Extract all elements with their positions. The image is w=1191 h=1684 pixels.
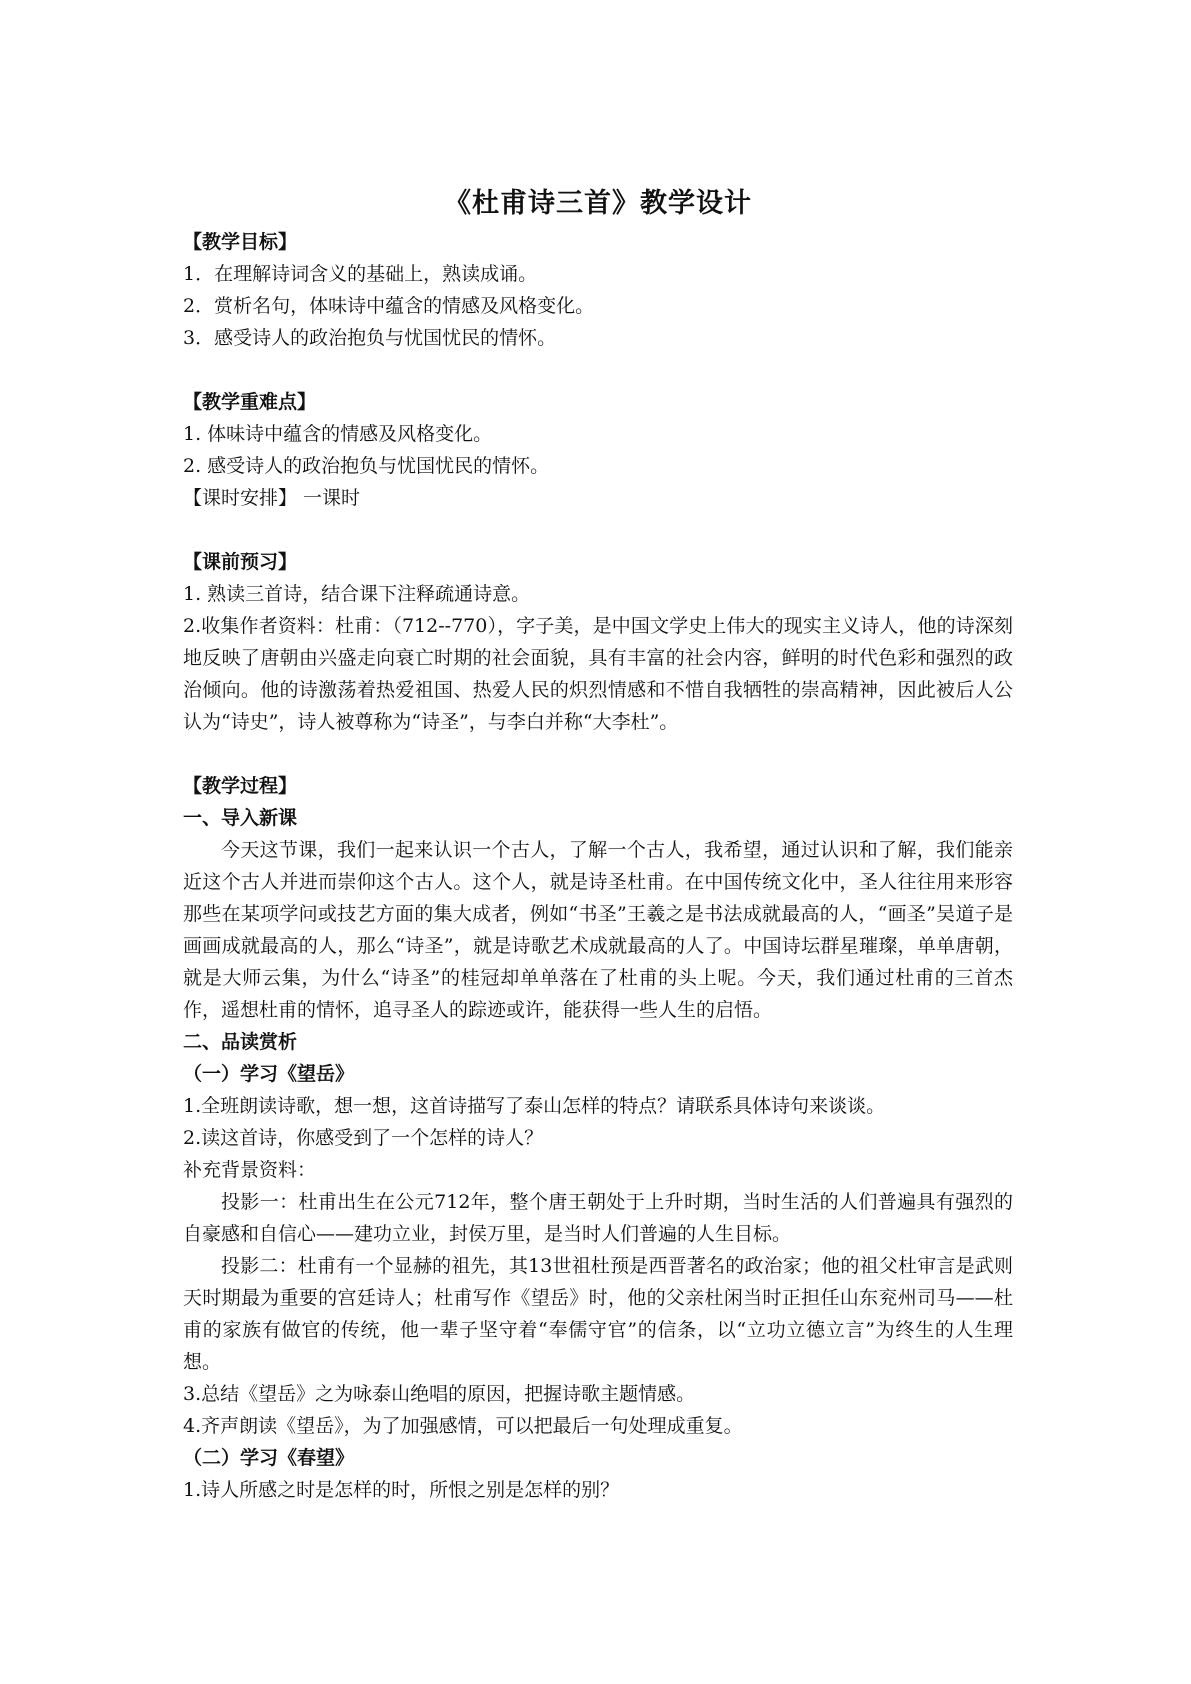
objective-item-3: 3．感受诗人的政治抱负与忧国忧民的情怀。 (183, 327, 557, 349)
section1-heading: 一、导入新课 (183, 807, 298, 829)
part1-question-2: 2.读这首诗，你感受到了一个怎样的诗人？ (183, 1127, 544, 1149)
objectives-heading: 【教学目标】 (183, 231, 298, 253)
schedule-line: 【课时安排】 一课时 (183, 487, 361, 509)
projection-2: 投影二：杜甫有一个显赫的祖先，其13世祖杜预是西晋著名的政治家；他的祖父杜审言是武则天时期最为重要的宫廷诗人；杜甫写作《望岳》时，他的父亲杜闲当时正担任山东兖州司马——杜甫的家族有做官的传统，他一辈子坚守着“奉儒守官”的信条，以“立功立德立言”为终生的人生理想。 (183, 1255, 1013, 1373)
spacer (183, 514, 1013, 546)
projection-1: 投影一：杜甫出生在公元712年，整个唐王朝处于上升时期，当时生活的人们普遍具有强烈的自豪感和自信心——建功立业，封侯万里，是当时人们普遍的人生目标。 (183, 1191, 1013, 1245)
objective-item-1: 1．在理解诗词含义的基础上，熟读成诵。 (183, 263, 538, 285)
preview-item-2: 2.收集作者资料：杜甫：（712--770），字子美，是中国文学史上伟大的现实主义诗人，他的诗深刻地反映了唐朝由兴盛走向衰亡时期的社会面貌，具有丰富的社会内容，鲜明的时代色彩和强烈的政治倾向。他的诗激荡着热爱祖国、热爱人民的炽烈情感和不惜自我牺牲的崇高精神，因此被后人公认为“诗史”，诗人被尊称为“诗圣”，与李白并称“大李杜”。 (183, 615, 1013, 733)
key-point-item-1: 1. 体味诗中蕴含的情感及风格变化。 (183, 423, 493, 445)
key-points-heading: 【教学重难点】 (183, 391, 317, 413)
objective-item-2: 2．赏析名句，体味诗中蕴含的情感及风格变化。 (183, 295, 595, 317)
part1-heading: （一）学习《望岳》 (183, 1063, 355, 1085)
process-heading: 【教学过程】 (183, 775, 298, 797)
spacer (183, 354, 1013, 386)
document-title: 《杜甫诗三首》教学设计 (444, 188, 752, 219)
part2-heading: （二）学习《春望》 (183, 1447, 355, 1469)
key-point-item-2: 2. 感受诗人的政治抱负与忧国忧民的情怀。 (183, 455, 550, 477)
section1-text: 今天这节课，我们一起来认识一个古人，了解一个古人，我希望，通过认识和了解，我们能亲近这个古人并进而崇仰这个古人。这个人，就是诗圣杜甫。在中国传统文化中，圣人往往用来形容那些在某项学问或技艺方面的集大成者，例如“书圣”王羲之是书法成就最高的人，“画圣”吴道子是画画成就最高的人，那么“诗圣”，就是诗歌艺术成就最高的人了。中国诗坛群星璀璨，单单唐朝，就是大师云集，为什么“诗圣”的桂冠却单单落在了杜甫的头上呢。今天，我们通过杜甫的三首杰作，遥想杜甫的情怀，追寻圣人的踪迹或许，能获得一些人生的启悟。 (183, 839, 1013, 1021)
preview-item-1: 1. 熟读三首诗，结合课下注释疏通诗意。 (183, 583, 531, 605)
preview-heading: 【课前预习】 (183, 551, 298, 573)
part1-question-1: 1.全班朗读诗歌，想一想，这首诗描写了泰山怎样的特点？请联系具体诗句来谈谈。 (183, 1095, 886, 1117)
section2-heading: 二、品读赏析 (183, 1031, 298, 1053)
part2-question-1: 1.诗人所感之时是怎样的时，所恨之别是怎样的别？ (183, 1479, 620, 1501)
part1-question-4: 4.齐声朗读《望岳》，为了加强感情，可以把最后一句处理成重复。 (183, 1415, 743, 1437)
spacer (183, 738, 1013, 770)
supplement-label: 补充背景资料： (183, 1159, 317, 1181)
part1-question-3: 3.总结《望岳》之为咏泰山绝唱的原因，把握诗歌主题情感。 (183, 1383, 696, 1405)
document-content (183, 182, 1013, 1506)
